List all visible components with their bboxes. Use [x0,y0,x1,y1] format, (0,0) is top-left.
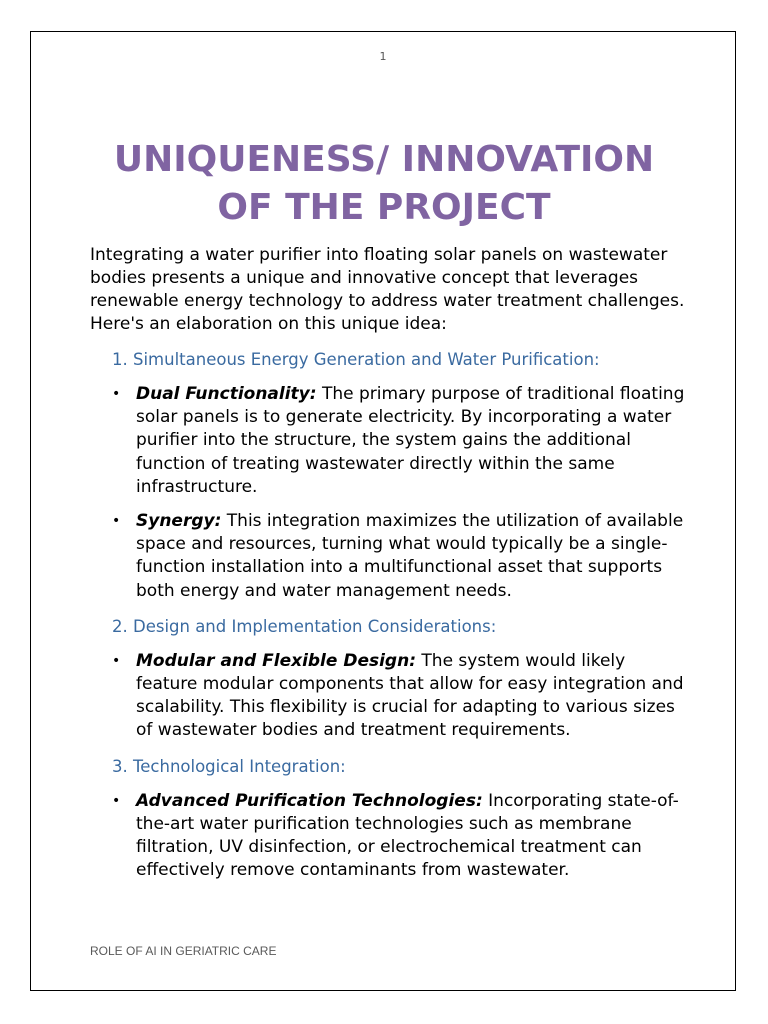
intro-paragraph: Integrating a water purifier into floating solar panels on wastewater bodies presents a unique and innovative concept that leverages renewable energy technology to address water treatment challenges. Here's an elaboration on this unique idea: [90,245,685,334]
bullet-term: Modular and Flexible Design: [136,650,416,671]
bullet-icon: • [112,792,121,809]
title-line-1: UNIQUENESS/ INNOVATION [113,139,655,180]
section-heading: 1. Simultaneous Energy Generation and Water Purification: [112,350,600,369]
bullet-text: The primary purpose of traditional floating solar panels is to generate electricity. By incorporating a water purifier into the structure, the system gains the additional function of treating wastewater directly within the same infrastructure. [136,384,685,497]
bullet-item [90,383,690,499]
bullet-item [90,510,690,603]
bullet-item [90,790,690,883]
bullet-icon: • [112,652,121,669]
document-body [90,244,690,882]
section-2 [90,615,690,743]
bullet-list [90,790,690,883]
section-3 [90,755,690,883]
title-line-2: OF THE PROJECT [217,187,551,228]
bullet-term: Synergy: [136,511,222,532]
bullet-list [90,650,690,743]
bullet-term: Dual Functionality: [136,384,317,404]
page-number: 1 [379,50,387,63]
section-heading: 2. Design and Implementation Considerations: [112,616,497,636]
page-title [71,136,697,232]
bullet-icon: • [112,386,121,402]
bullet-list [90,383,690,603]
section-1 [90,348,690,603]
bullet-icon: • [112,513,121,530]
bullet-text: This integration maximizes the utilization of available space and resources, turning what would typically be a single-function installation into a multifunctional asset that supports both energy and water management needs. [136,511,684,601]
bullet-text: Incorporating state-of-the-art water purification technologies such as membrane filtration, UV disinfection, or electrochemical treatment can effectively remove contaminants from wastewater. [136,790,679,881]
bullet-term: Advanced Purification Technologies: [136,790,483,811]
bullet-text: The system would likely feature modular components that allow for easy integration and scalability. This flexibility is crucial for adapting to various sizes of wastewater bodies and treatment requirements. [136,650,684,741]
section-heading: 3. Technological Integration: [112,756,346,776]
bullet-item [90,650,690,743]
page-footer: ROLE OF AI IN GERIATRIC CARE [90,944,277,958]
document-page [30,31,736,991]
